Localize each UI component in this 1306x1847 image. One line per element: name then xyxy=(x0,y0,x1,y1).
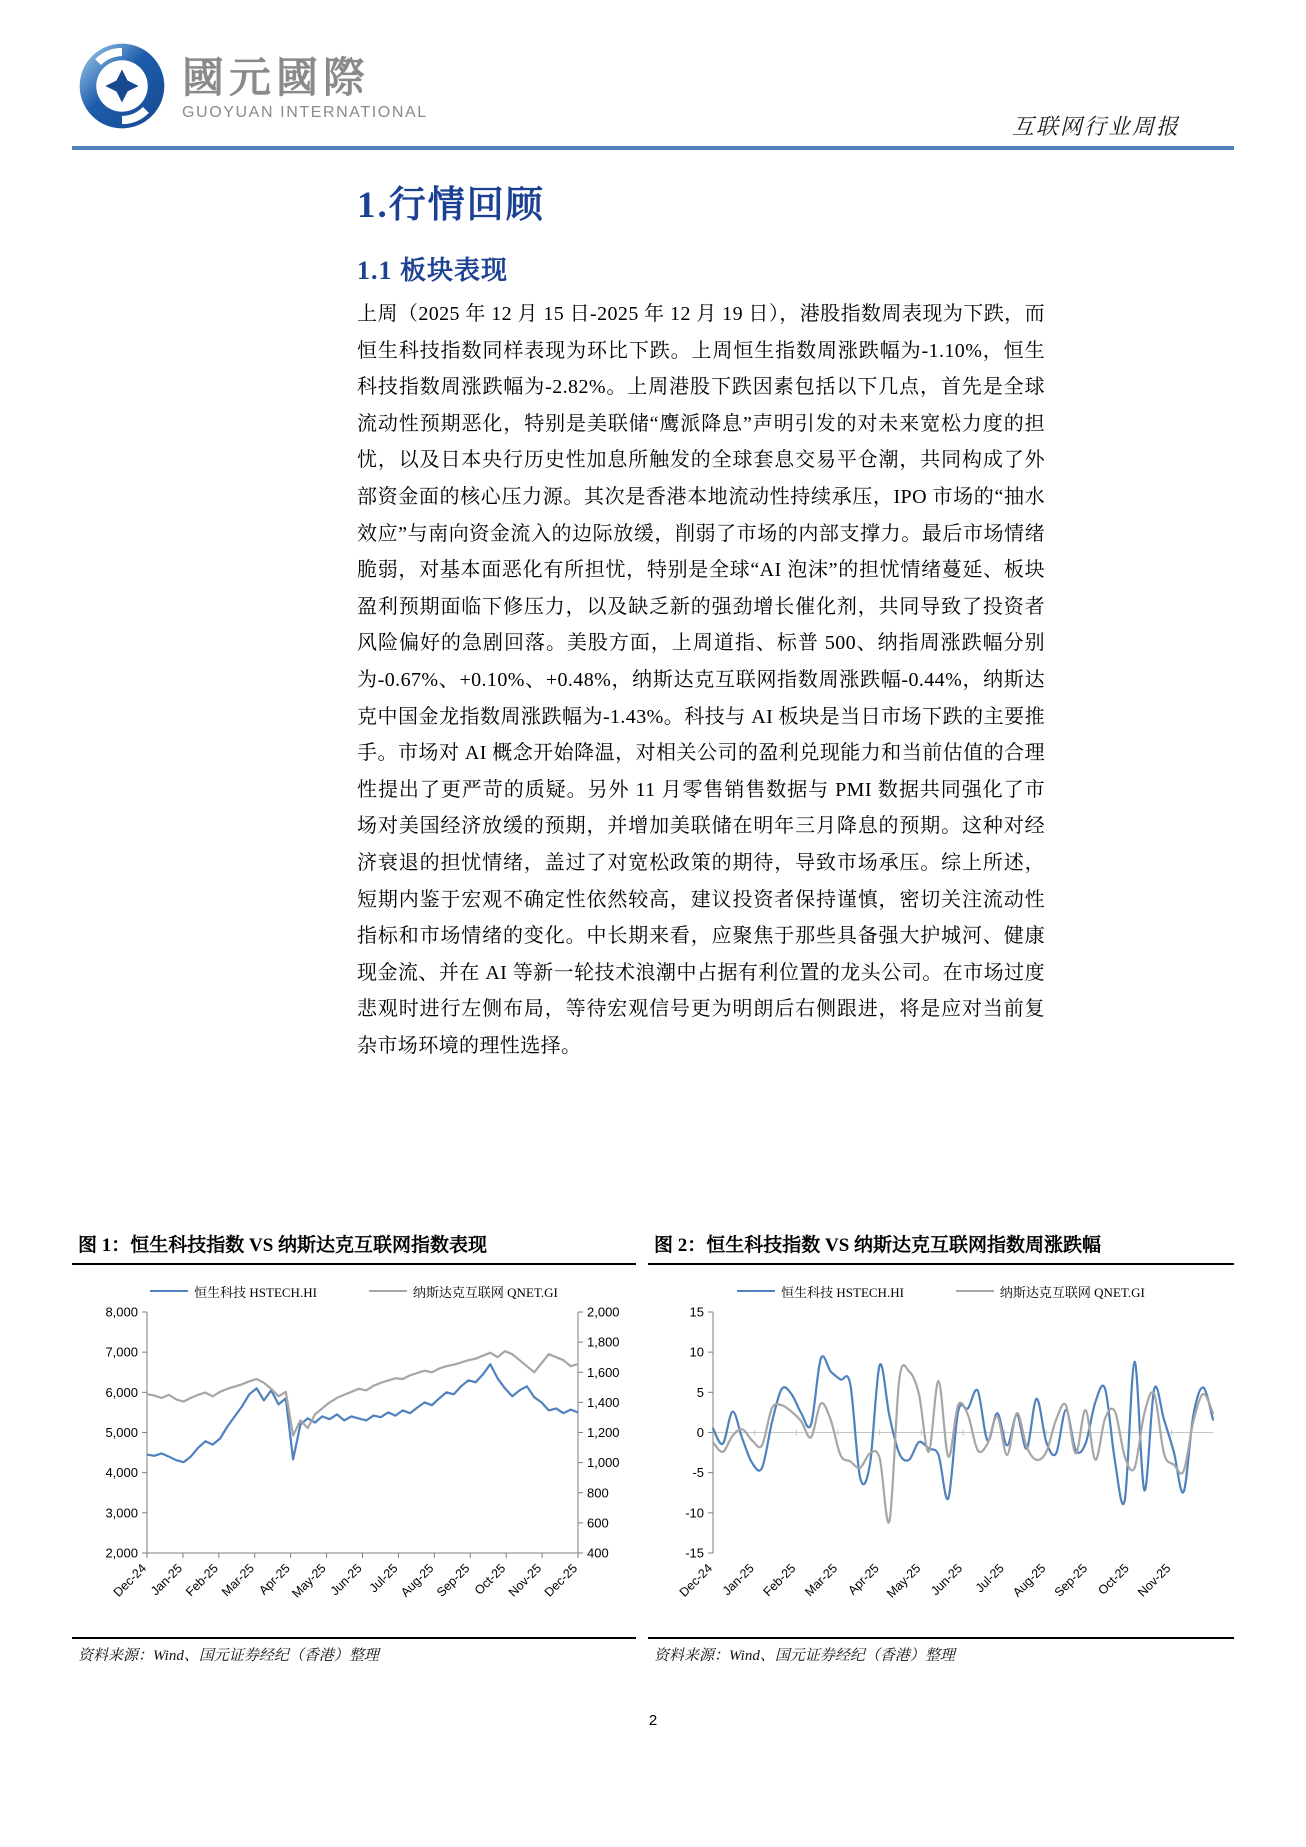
svg-text:10: 10 xyxy=(689,1344,704,1360)
legend-swatch xyxy=(737,1290,775,1293)
svg-text:Dec-25: Dec-25 xyxy=(541,1561,581,1600)
svg-text:600: 600 xyxy=(587,1515,609,1531)
figure-2-chart xyxy=(648,1301,1234,1631)
svg-text:Sep-25: Sep-25 xyxy=(433,1561,473,1600)
svg-text:2,000: 2,000 xyxy=(587,1304,620,1320)
svg-text:Jun-25: Jun-25 xyxy=(327,1561,365,1599)
svg-text:1,200: 1,200 xyxy=(587,1425,620,1440)
svg-text:Aug-25: Aug-25 xyxy=(398,1561,437,1600)
svg-text:Jan-25: Jan-25 xyxy=(719,1561,757,1599)
svg-text:400: 400 xyxy=(587,1545,609,1561)
legend-item xyxy=(956,1282,1145,1301)
figure-2-legend xyxy=(648,1281,1234,1301)
figure-1-source: 资料来源：Wind、国元证券经纪（香港）整理 xyxy=(72,1637,636,1665)
legend-label: 恒生科技 HSTECH.HI xyxy=(781,1284,904,1300)
svg-text:3,000: 3,000 xyxy=(105,1505,138,1521)
line-chart-svg xyxy=(72,1301,636,1631)
body-paragraph: 上周（2025 年 12 月 15 日-2025 年 12 月 19 日），港股指数周表现为下跌，而恒生科技指数同样表现为环比下跌。上周恒生指数周涨跌幅为-1.10%，恒生科技指数周涨跌幅为-2.82%。上周港股下跌因素包括以下几点，首先是全球流动性预期恶化，特别是美联储“鹰派降息”声明引发的对未来宽松力度的担忧，以及日本央行历史性加息所触发的全球套息交易平仓潮，共同构成了外部资金面的核心压力源。其次是香港本地流动性持续承压，IPO 市场的“抽水效应”与南向资金流入的边际放缓，削弱了市场的内部支撑力。最后市场情绪脆弱，对基本面恶化有所担忧，特别是全球“AI 泡沫”的担忧情绪蔓延、板块盈利预期面临下修压力，以及缺乏新的强劲增长催化剂，共同导致了投资者风险偏好的急剧回落。美股方面，上周道指、标普 500、纳指周涨跌幅分别为-0.67%、+0.10%、+0.48%，纳斯达克互联网指数周涨跌幅-0.44%，纳斯达克中国金龙指数周涨跌幅为-1.43%。科技与 AI 板块是当日市场下跌的主要推手。市场对 AI 概念开始降温，对相关公司的盈利兑现能力和当前估值的合理性提出了更严苛的质疑。另外 11 月零售销售数据与 PMI 数据共同强化了市场对美国经济放缓的预期，并增加美联储在明年三月降息的预期。这种对经济衰退的担忧情绪，盖过了对宽松政策的期待，导致市场承压。综上所述，短期内鉴于宏观不确定性依然较高，建议投资者保持谨慎，密切关注流动性指标和市场情绪的变化。中长期来看，应聚焦于那些具备强大护城河、健康现金流、并在 AI 等新一轮技术浪潮中占据有利位置的龙头公司。在市场过度悲观时进行左侧布局，等待宏观信号更为明朗后右侧跟进，将是应对当前复杂市场环境的理性选择。 xyxy=(357,303,1045,1057)
figure-1-chart xyxy=(72,1301,636,1631)
figure-1 xyxy=(72,1230,636,1665)
figure-2-caption: 图 2：恒生科技指数 VS 纳斯达克互联网指数周涨跌幅 xyxy=(648,1230,1234,1265)
svg-text:Jul-25: Jul-25 xyxy=(366,1561,401,1596)
company-logo xyxy=(76,40,428,137)
svg-text:1,400: 1,400 xyxy=(587,1394,620,1410)
svg-text:Apr-25: Apr-25 xyxy=(256,1561,293,1598)
legend-label: 恒生科技 HSTECH.HI xyxy=(194,1284,317,1300)
legend-label: 纳斯达克互联网 QNET.GI xyxy=(412,1284,558,1300)
guoyuan-logo-icon xyxy=(76,40,168,137)
svg-text:0: 0 xyxy=(696,1425,704,1440)
svg-text:Jul-25: Jul-25 xyxy=(972,1561,1007,1596)
svg-text:Feb-25: Feb-25 xyxy=(183,1561,221,1600)
svg-text:800: 800 xyxy=(587,1485,609,1501)
section-heading: 1.行情回顾 xyxy=(357,185,545,226)
svg-text:Mar-25: Mar-25 xyxy=(802,1561,841,1600)
svg-text:1,000: 1,000 xyxy=(587,1455,620,1471)
svg-text:Oct-25: Oct-25 xyxy=(1095,1561,1132,1598)
svg-text:May-25: May-25 xyxy=(289,1561,329,1601)
logo-text xyxy=(182,55,428,123)
svg-text:-5: -5 xyxy=(692,1465,704,1481)
svg-text:4,000: 4,000 xyxy=(105,1465,138,1481)
svg-text:Oct-25: Oct-25 xyxy=(471,1561,509,1598)
figure-2 xyxy=(648,1230,1234,1665)
svg-text:Dec-24: Dec-24 xyxy=(110,1561,150,1600)
brand-name-en: GUOYUAN INTERNATIONAL xyxy=(182,103,428,121)
subsection-heading: 1.1 板块表现 xyxy=(357,256,509,285)
svg-text:Nov-25: Nov-25 xyxy=(1135,1561,1174,1600)
figure-2-source: 资料来源：Wind、国元证券经纪（香港）整理 xyxy=(648,1637,1234,1665)
figure-1-legend xyxy=(72,1281,636,1301)
svg-text:1,600: 1,600 xyxy=(587,1364,620,1380)
svg-text:-15: -15 xyxy=(685,1545,704,1561)
svg-text:5: 5 xyxy=(696,1384,704,1400)
header-divider xyxy=(72,146,1234,150)
svg-text:Sep-25: Sep-25 xyxy=(1051,1561,1091,1600)
brand-name-cn: 國元國際 xyxy=(182,55,371,102)
svg-text:Feb-25: Feb-25 xyxy=(760,1561,799,1600)
svg-text:Dec-24: Dec-24 xyxy=(676,1561,716,1600)
svg-text:1,800: 1,800 xyxy=(587,1334,620,1350)
legend-item xyxy=(369,1282,558,1301)
svg-text:6,000: 6,000 xyxy=(105,1384,138,1400)
figure-1-caption: 图 1：恒生科技指数 VS 纳斯达克互联网指数表现 xyxy=(72,1230,636,1265)
svg-text:-10: -10 xyxy=(685,1505,704,1521)
line-chart-svg xyxy=(648,1301,1234,1631)
svg-text:2,000: 2,000 xyxy=(105,1545,138,1561)
legend-swatch xyxy=(150,1290,188,1293)
svg-text:Jun-25: Jun-25 xyxy=(928,1561,966,1599)
legend-label: 纳斯达克互联网 QNET.GI xyxy=(999,1284,1145,1300)
legend-swatch xyxy=(369,1290,407,1293)
legend-item xyxy=(737,1282,904,1301)
svg-text:May-25: May-25 xyxy=(884,1561,924,1601)
legend-swatch xyxy=(956,1290,994,1293)
page-number: 2 xyxy=(648,1712,658,1729)
svg-text:Apr-25: Apr-25 xyxy=(845,1561,882,1598)
legend-item xyxy=(150,1282,317,1301)
svg-text:Nov-25: Nov-25 xyxy=(505,1561,545,1600)
svg-text:15: 15 xyxy=(689,1304,704,1320)
report-type-label: 互联网行业周报 xyxy=(1011,114,1180,139)
svg-text:8,000: 8,000 xyxy=(105,1304,138,1320)
svg-text:Aug-25: Aug-25 xyxy=(1010,1561,1049,1600)
svg-text:Jan-25: Jan-25 xyxy=(148,1561,186,1599)
svg-text:7,000: 7,000 xyxy=(105,1344,138,1360)
svg-text:Mar-25: Mar-25 xyxy=(218,1561,257,1600)
svg-text:5,000: 5,000 xyxy=(105,1425,138,1440)
